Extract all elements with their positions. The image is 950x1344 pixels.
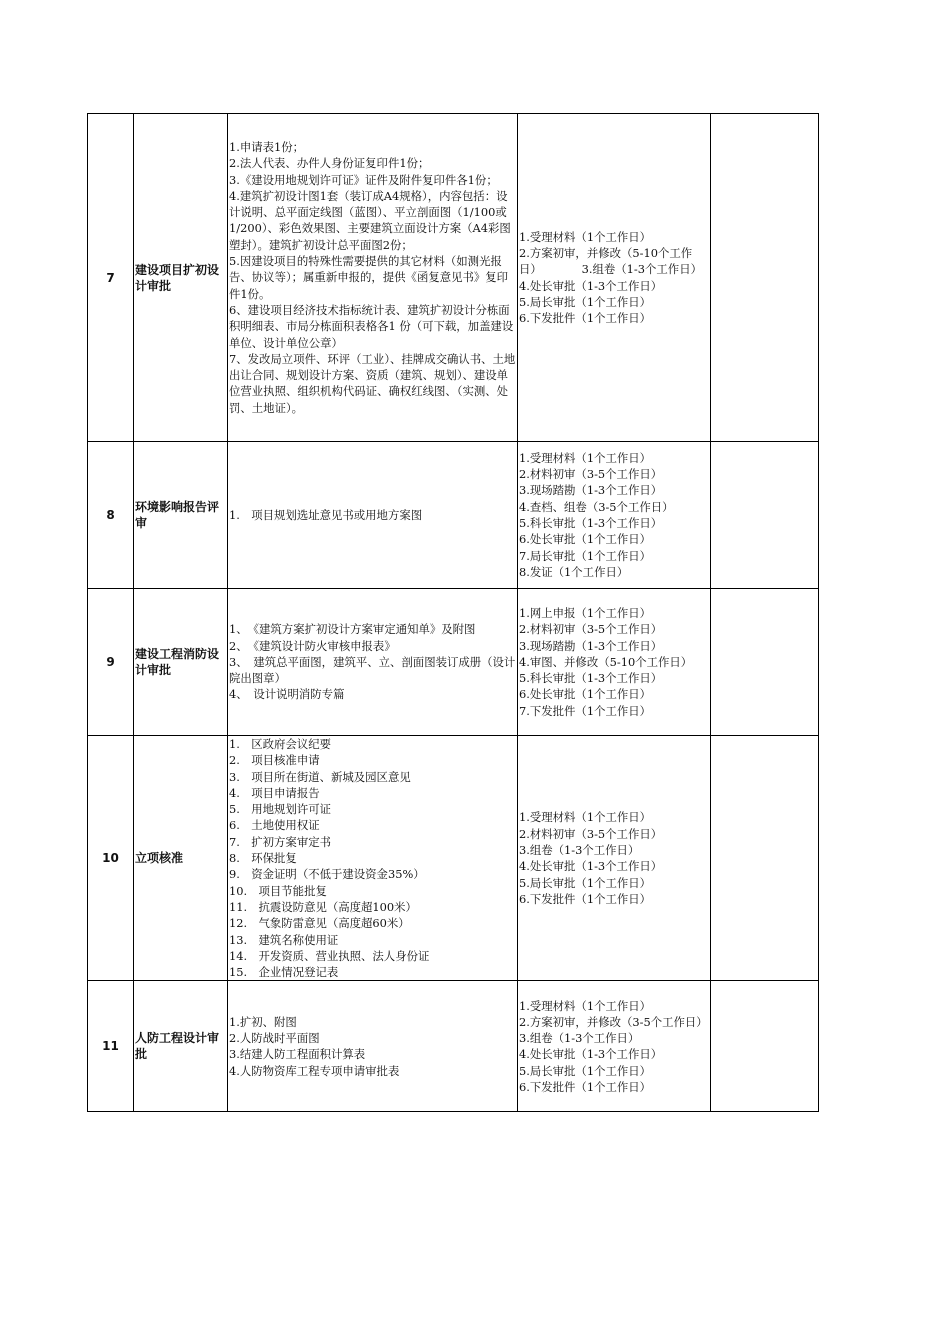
procedure-step: 7.局长审批（1个工作日） (519, 548, 652, 563)
requirement-line: 4.建筑扩初设计图1套（装订成A4规格），内容包括：设计说明、总平面定线图（蓝图）、平立剖面图（1/100或1/200）、彩色效果图、主要建筑立面设计方案（A4彩图塑封）。建筑扩初设计总平面图2份； (229, 188, 511, 252)
item-name: 立项核准 (134, 736, 228, 981)
item-name: 建设项目扩初设计审批 (134, 114, 228, 442)
requirement-line: 14. 开发资质、营业执照、法人身份证 (229, 948, 430, 963)
procedure-step: 3.现场踏勘（1-3个工作日） (519, 483, 663, 498)
requirements-cell (228, 981, 518, 1112)
remarks-cell (711, 114, 819, 442)
requirements-cell (228, 114, 518, 442)
procedure-step: 5.局长审批（1个工作日） (519, 875, 652, 890)
procedure-step: 2.材料初审（3-5个工作日） (519, 826, 663, 841)
requirements-cell (228, 442, 518, 589)
row-number: 8 (88, 442, 134, 589)
requirement-line: 11. 抗震设防意见（高度超100米） (229, 899, 417, 914)
requirements-cell (228, 736, 518, 981)
procedure-cell (518, 442, 711, 589)
requirement-line: 1.申请表1份； (229, 139, 305, 154)
procedure-step: 1.受理材料（1个工作日） (519, 450, 652, 465)
requirement-line: 4.人防物资库工程专项申请审批表 (229, 1063, 400, 1078)
row-number: 7 (88, 114, 134, 442)
requirement-line: 6. 土地使用权证 (229, 818, 320, 833)
requirement-line: 3.《建设用地规划许可证》证件及附件复印件各1份； (229, 172, 498, 187)
procedure-step: 6.处长审批（1个工作日） (519, 687, 652, 702)
procedure-step: 1.受理材料（1个工作日） (519, 229, 652, 244)
procedure-step: 1.受理材料（1个工作日） (519, 810, 652, 825)
table-row (88, 442, 819, 589)
requirement-line: 4、 设计说明消防专篇 (229, 687, 345, 702)
procedure-step: 2.方案初审，并修改（5-10个工作日） 3.组卷（1-3个工作日） (519, 245, 702, 277)
table-row (88, 114, 819, 442)
procedure-step: 5.局长审批（1个工作日） (519, 294, 652, 309)
procedure-cell (518, 114, 711, 442)
procedure-step: 2.材料初审（3-5个工作日） (519, 622, 663, 637)
procedure-step: 7.下发批件（1个工作日） (519, 703, 652, 718)
procedure-step: 6.下发批件（1个工作日） (519, 1080, 652, 1095)
requirement-line: 5. 用地规划许可证 (229, 802, 331, 817)
requirement-line: 1. 项目规划选址意见书或用地方案图 (229, 507, 423, 522)
procedure-step: 4.查档、组卷（3-5个工作日） (519, 499, 674, 514)
requirement-line: 3. 项目所在街道、新城及园区意见 (229, 769, 411, 784)
table-row (88, 589, 819, 736)
table-row (88, 736, 819, 981)
procedure-step: 4.审图、并修改（5-10个工作日） 5.科长审批（1-3个工作日） (519, 654, 733, 686)
procedure-step: 3.现场踏勘（1-3个工作日） (519, 638, 663, 653)
procedure-step: 4.处长审批（1-3个工作日） (519, 278, 663, 293)
requirement-line: 1. 区政府会议纪要 (229, 737, 331, 751)
procedure-cell (518, 981, 737, 1112)
requirement-line: 9. 资金证明（不低于建设资金35%） (229, 867, 425, 882)
row-number: 9 (88, 589, 134, 736)
procedure-step: 5.局长审批（1个工作日） (519, 1063, 652, 1078)
procedure-step: 2.材料初审（3-5个工作日） (519, 467, 663, 482)
requirement-line: 7. 扩初方案审定书 (229, 834, 331, 849)
requirement-line: 5.因建设项目的特殊性需要提供的其它材料（如测光报告、协议等）；属重新申报的，提供《函复意见书》复印件1份。 (229, 254, 509, 301)
remarks-cell (711, 736, 819, 981)
requirement-line: 12. 气象防雷意见（高度超60米） (229, 916, 410, 931)
table-row (88, 981, 819, 1112)
requirement-line: 6、建设项目经济技术指标统计表、建筑扩初设计分栋面积明细表、市局分栋面积表格各1 份（可下载，加盖建设单位、设计单位公章） (229, 302, 514, 350)
requirement-line: 4. 项目申请报告 (229, 785, 320, 800)
requirement-line: 15. 企业情况登记表 (229, 965, 339, 980)
procedure-step: 4.处长审批（1-3个工作日） (519, 1047, 663, 1062)
item-name: 人防工程设计审批 (134, 981, 228, 1112)
requirement-line: 7、发改局立项件、环评（工业）、挂牌成交确认书、土地出让合同、规划设计方案、资质（建筑、规划）、建设单位营业执照、组织机构代码证、确权红线图、（实测、处罚、土地证）。 (229, 351, 516, 415)
approval-table-body (88, 114, 819, 1112)
procedure-step: 4.处长审批（1-3个工作日） (519, 859, 663, 874)
procedure-step: 6.处长审批（1个工作日） (519, 532, 652, 547)
requirement-line: 8. 环保批复 (229, 851, 297, 866)
requirement-line: 1.扩初、附图 (229, 1014, 297, 1029)
procedure-step: 5.科长审批（1-3个工作日） (519, 516, 663, 530)
procedure-step: 2.方案初审，并修改（3-5个工作日） 3.组卷（1-3个工作日） (519, 1014, 737, 1046)
procedure-step: 6.下发批件（1个工作日） (519, 891, 652, 906)
requirement-line: 10. 项目节能批复 (229, 883, 327, 898)
procedure-step: 1.受理材料（1个工作日） (519, 998, 652, 1013)
requirement-line: 1、 《建筑方案扩初设计方案审定通知单》及附图 (229, 622, 476, 637)
procedure-step: 6.下发批件（1个工作日） (519, 311, 652, 326)
requirement-line: 2. 项目核准申请 (229, 753, 320, 768)
requirements-cell (228, 589, 518, 736)
procedure-step: 1.网上申报（1个工作日） (519, 605, 652, 620)
approval-table (87, 113, 819, 1112)
item-name: 建设工程消防设计审批 (134, 589, 228, 736)
procedure-cell (518, 589, 733, 736)
procedure-cell (518, 736, 711, 981)
requirement-line: 2.人防战时平面图 (229, 1031, 320, 1046)
requirement-line: 3、 建筑总平面图，建筑平、立、剖面图装订成册（设计院出图章） (229, 654, 516, 686)
procedure-step: 3.组卷（1-3个工作日） (519, 842, 640, 857)
requirement-line: 13. 建筑名称使用证 (229, 932, 339, 947)
remarks-cell (711, 981, 819, 1112)
requirement-line: 2.法人代表、办件人身份证复印件1份； (229, 156, 430, 171)
item-name: 环境影响报告评审 (134, 442, 228, 589)
row-number: 10 (88, 736, 134, 981)
requirement-line: 2、 《建筑设计防火审核申报表》 (229, 638, 396, 653)
requirement-line: 3.结建人防工程面积计算表 (229, 1047, 366, 1062)
remarks-cell (711, 442, 819, 589)
procedure-step: 8.发证（1个工作日） (519, 564, 629, 579)
row-number: 11 (88, 981, 134, 1112)
